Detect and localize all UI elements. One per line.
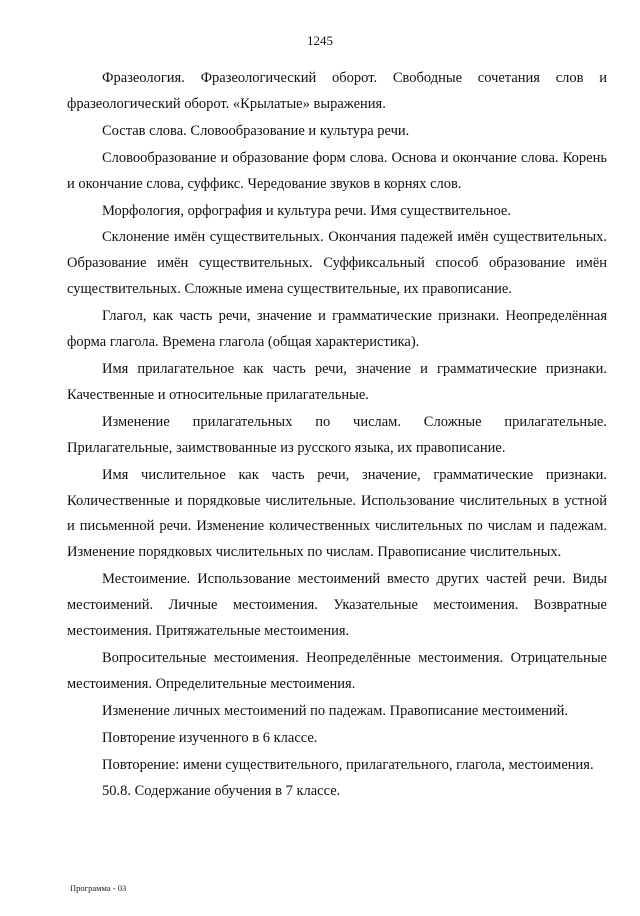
footer-label: Программа - 03 bbox=[70, 883, 127, 893]
section-heading-grade7: 50.8. Содержание обучения в 7 классе. bbox=[102, 783, 341, 800]
paragraph-numeral: Имя числительное как часть речи, значение, грамматические признаки. Количественные и порядковые числительные. Использование числительных в устной и письменной речи. Изменение количественных числительных по числам и падежам. Изменение порядковых числительных по числам. Правописание числительных. bbox=[67, 466, 607, 561]
paragraph-pronoun-types: Вопросительные местоимения. Неопределённые местоимения. Отрицательные местоимения. Определительные местоимения. bbox=[67, 649, 607, 692]
paragraph-morphology: Морфология, орфография и культура речи. Имя существительное. bbox=[102, 202, 511, 219]
paragraph-word-structure: Состав слова. Словообразование и культура речи. bbox=[102, 122, 410, 139]
page-number: 1245 bbox=[307, 33, 333, 48]
paragraph-verb: Глагол, как часть речи, значение и грамматические признаки. Неопределённая форма глагола. Времена глагола (общая характеристика). bbox=[67, 308, 607, 351]
paragraph-review-grade6: Повторение изученного в 6 классе. bbox=[102, 729, 318, 746]
paragraph-adjective-change: Изменение прилагательных по числам. Сложные прилагательные. Прилагательные, заимствованные из русского языка, их правописание. bbox=[67, 413, 607, 456]
paragraph-word-formation: Словообразование и образование форм слова. Основа и окончание слова. Корень и окончание слова, суффикс. Чередование звуков в корнях слов. bbox=[67, 149, 607, 192]
document-body bbox=[67, 66, 607, 806]
paragraph-phraseology: Фразеология. Фразеологический оборот. Свободные сочетания слов и фразеологический оборот. «Крылатые» выражения. bbox=[67, 70, 607, 112]
paragraph-review: Повторение: имени существительного, прилагательного, глагола, местоимения. bbox=[102, 756, 594, 773]
paragraph-noun-declension: Склонение имён существительных. Окончания падежей имён существительных. Образование имён существительных. Суффиксальный способ образование имён существительных. Сложные имена существительные, их правописание. bbox=[67, 229, 607, 298]
paragraph-pronoun-cases: Изменение личных местоимений по падежам. Правописание местоимений. bbox=[102, 702, 569, 719]
paragraph-adjective: Имя прилагательное как часть речи, значение и грамматические признаки. Качественные и относительные прилагательные. bbox=[67, 360, 607, 403]
paragraph-pronoun: Местоимение. Использование местоимений вместо других частей речи. Виды местоимений. Личные местоимения. Указательные местоимения. Возвратные местоимения. Притяжательные местоимения. bbox=[67, 571, 607, 640]
